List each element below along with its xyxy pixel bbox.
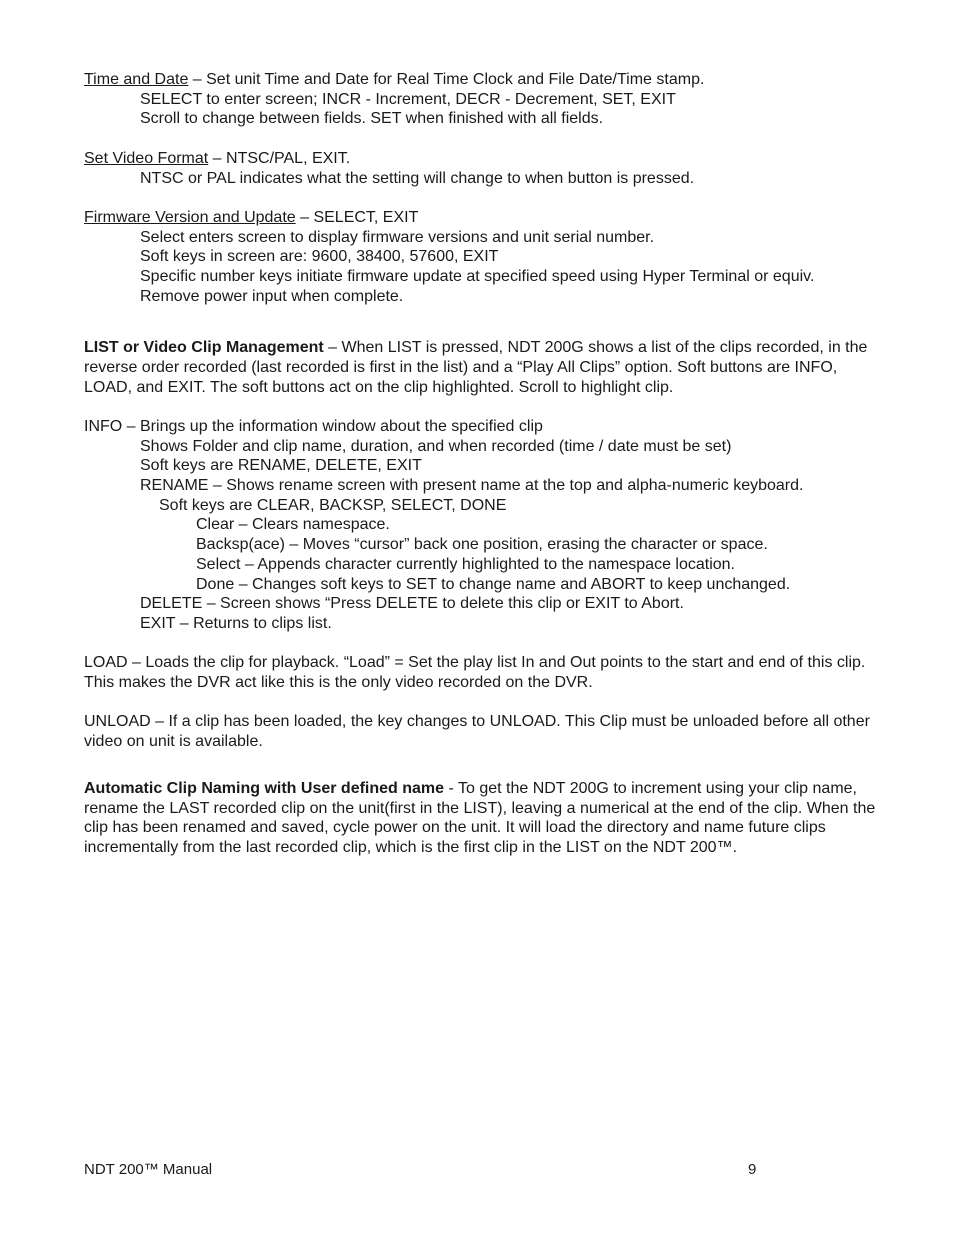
video-format-detail-1: NTSC or PAL indicates what the setting will change to when button is pressed.	[140, 169, 695, 187]
info-rename: RENAME – Shows rename screen with present name at the top and alpha-numeric keyboard.	[140, 477, 804, 494]
info-select: Select – Appends character currently highlighted to the namespace location.	[196, 555, 735, 573]
info-delete: DELETE – Screen shows “Press DELETE to delete this clip or EXIT to Abort.	[140, 595, 684, 613]
video-format-line	[84, 149, 884, 169]
time-date-heading: Time and Date	[84, 71, 189, 88]
info-exit: EXIT – Returns to clips list.	[140, 614, 332, 632]
firmware-detail-2: Soft keys in screen are: 9600, 38400, 57600, EXIT	[140, 248, 499, 266]
auto-naming-text: - To get the NDT 200G to increment using your clip name, rename the LAST recorded clip on the unit(first in the LIST), leaving a numerical at the end of the clip. When the clip has been renamed and saved, cycle power on the unit. It will load the directory and name future clips incrementally from the last recorded clip, which is the first clip in the LIST on the NDT 200™.	[84, 779, 876, 856]
info-title: INFO – Brings up the information window about the specified clip	[84, 417, 543, 435]
info-line-1: Shows Folder and clip name, duration, and when recorded (time / date must be set)	[140, 437, 732, 455]
list-heading: LIST or Video Clip Management	[84, 339, 324, 357]
page-content	[84, 70, 884, 858]
footer-title: NDT 200™ Manual	[84, 1161, 213, 1178]
list-paragraph	[84, 338, 884, 397]
info-backsp: Backsp(ace) – Moves “cursor” back one position, erasing the character or space.	[196, 536, 768, 554]
firmware-detail-3: Specific number keys initiate firmware update at specified speed using Hyper Terminal or equiv.	[140, 268, 815, 285]
time-date-detail-2: Scroll to change between fields. SET when finished with all fields.	[140, 110, 604, 128]
firmware-desc: – SELECT, EXIT	[295, 208, 419, 226]
list-text: – When LIST is pressed, NDT 200G shows a list of the clips recorded, in the reverse order recorded (last recorded is first in the list) and a “Play All Clips” option. Soft buttons are INFO, LOAD, and EXIT. The soft buttons act on the clip highlighted. Scroll to highlight clip.	[84, 339, 868, 396]
info-done: Done – Changes soft keys to SET to change name and ABORT to keep unchanged.	[196, 575, 791, 593]
unload-paragraph: UNLOAD – If a clip has been loaded, the key changes to UNLOAD. This Clip must be unloaded before all other video on unit is available.	[84, 713, 870, 751]
info-line-2: Soft keys are RENAME, DELETE, EXIT	[140, 457, 422, 475]
info-rename-keys: Soft keys are CLEAR, BACKSP, SELECT, DONE	[159, 496, 507, 514]
time-date-detail-1: SELECT to enter screen; INCR - Increment, DECR - Decrement, SET, EXIT	[140, 90, 676, 108]
firmware-detail-4: Remove power input when complete.	[140, 287, 404, 305]
firmware-detail-1: Select enters screen to display firmware versions and unit serial number.	[140, 228, 655, 246]
info-clear: Clear – Clears namespace.	[196, 516, 390, 534]
firmware-heading: Firmware Version and Update	[84, 208, 296, 226]
time-date-line	[84, 70, 884, 90]
auto-naming-paragraph	[84, 779, 884, 858]
page-number: 9	[748, 1161, 757, 1178]
video-format-desc: – NTSC/PAL, EXIT.	[208, 149, 351, 167]
firmware-line	[84, 208, 884, 228]
time-date-desc: – Set unit Time and Date for Real Time Clock and File Date/Time stamp.	[188, 71, 705, 88]
auto-naming-heading: Automatic Clip Naming with User defined name	[84, 779, 445, 797]
load-paragraph: LOAD – Loads the clip for playback. “Load” = Set the play list In and Out points to the start and end of this clip. This makes the DVR act like this is the only video recorded on the DVR.	[84, 654, 866, 692]
video-format-heading: Set Video Format	[84, 149, 209, 167]
